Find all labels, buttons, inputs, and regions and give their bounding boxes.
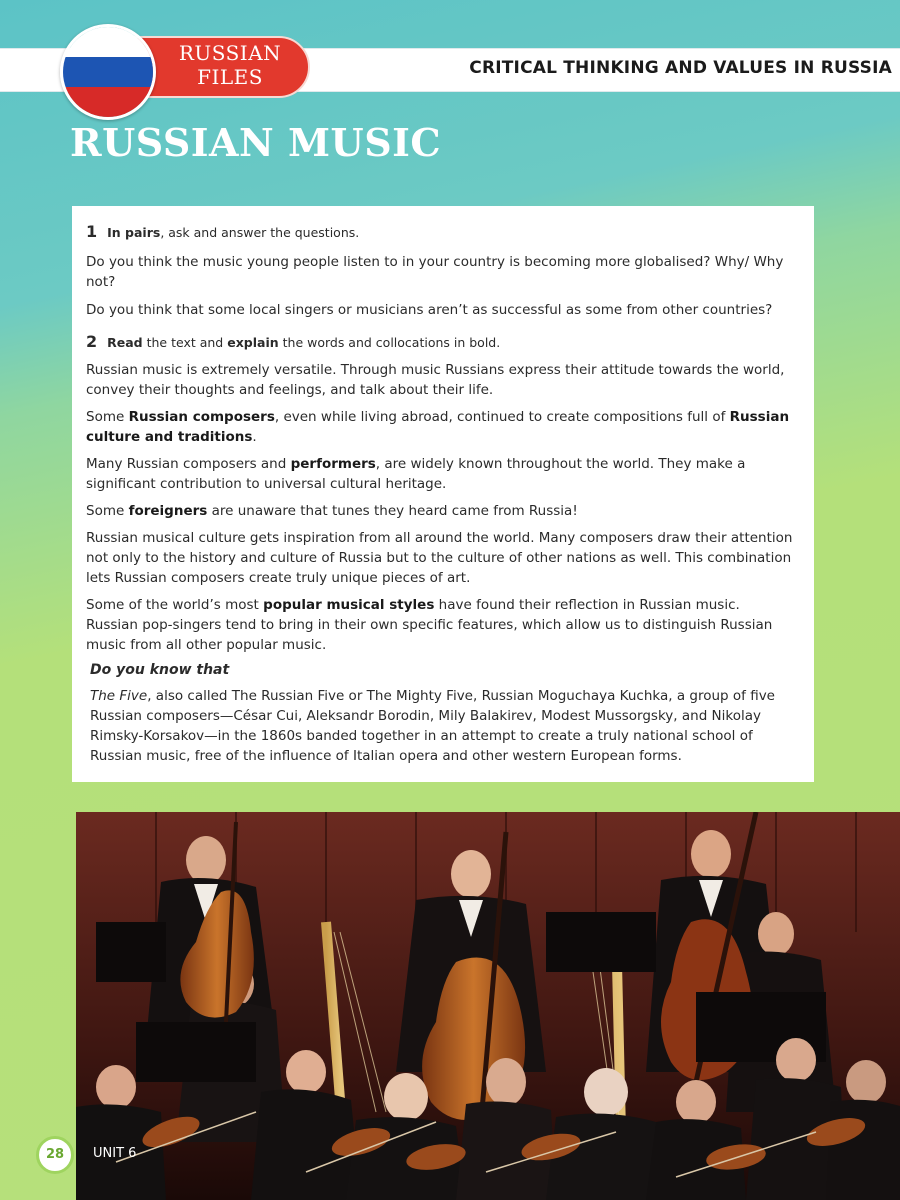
content-box [72,206,814,782]
page-number: 28 [36,1136,74,1174]
paragraph-1: Russian music is extremely versatile. Through music Russians express their attitude towards the world, convey their thoughts and feelings, and talk about their life. [86,362,785,398]
task-text: , ask and answer the questions. [160,225,360,240]
bold-term: Russian culture and traditions [86,409,790,445]
text: Some [86,503,129,519]
section-title: CRITICAL THINKING AND VALUES IN RUSSIA [469,58,892,78]
text: , are widely known throughout the world. They make a significant contribution to universal cultural heritage. [86,456,746,492]
task-keyword: In pairs [107,225,161,240]
paragraph-5: Russian musical culture gets inspiration from all around the world. Many composers draw their attention not only to the history and culture of Russia but to the culture of other nations as well. This combination lets Russian composers create truly unique pieces of art. [86,530,793,586]
badge-line-2: FILES [197,65,263,89]
paragraph-2 [86,407,796,447]
text: Many Russian composers and [86,456,291,472]
page-title: RUSSIAN MUSIC [70,120,442,165]
paragraph-3 [86,454,796,494]
task-keyword-read: Read [107,335,143,350]
bold-term: popular musical styles [263,597,435,613]
task-text: the text and [142,335,228,350]
unit-label: UNIT 6 [93,1146,137,1161]
did-you-know-heading: Do you know that [90,662,230,678]
orchestra-photo [76,812,900,1200]
badge-line-1: RUSSIAN [178,41,282,65]
fact-lead: The Five [90,688,148,704]
paragraph-4 [86,501,796,521]
russian-files-label [160,41,300,89]
question-2: Do you think that some local singers or musicians aren’t as successful as some from other countries? [86,302,773,318]
task-2-instruction [86,332,796,351]
text: . [252,429,257,445]
text: Some [86,409,129,425]
text: have found their reflection in Russian music. Russian pop-singers tend to bring in their own specific features, which allow us to distinguish Russian music from all other popular music. [86,597,773,653]
text: Some of the world’s most [86,597,264,613]
task-1-instruction [86,222,796,241]
paragraph-6 [86,595,796,655]
task-number: 2 [86,332,98,351]
task-text: the words and collocations in bold. [278,335,501,350]
question-1: Do you think the music young people listen to in your country is becoming more globalised? Why/ Why not? [86,254,784,290]
fact-body: , also called The Russian Five or The Mighty Five, Russian Moguchaya Kuchka, a group of five Russian composers—César Cui, Aleksandr Borodin, Mily Balakirev, Modest Mussorgsky, and Nikolay Rimsky-Korsakov—in the 1860s banded together in an attempt to create a truly national school of Russian music, free of the influence of Italian opera and other western European forms. [90,688,775,764]
bold-term: foreigners [128,503,208,519]
text: , even while living abroad, continued to create compositions full of [274,409,730,425]
bold-term: Russian composers [128,409,275,425]
bold-term: performers [290,456,376,472]
text: are unaware that tunes they heard came from Russia! [207,503,578,519]
task-number: 1 [86,222,98,241]
did-you-know-text [86,686,796,766]
task-keyword-explain: explain [227,335,279,350]
russian-flag-icon [60,24,156,120]
